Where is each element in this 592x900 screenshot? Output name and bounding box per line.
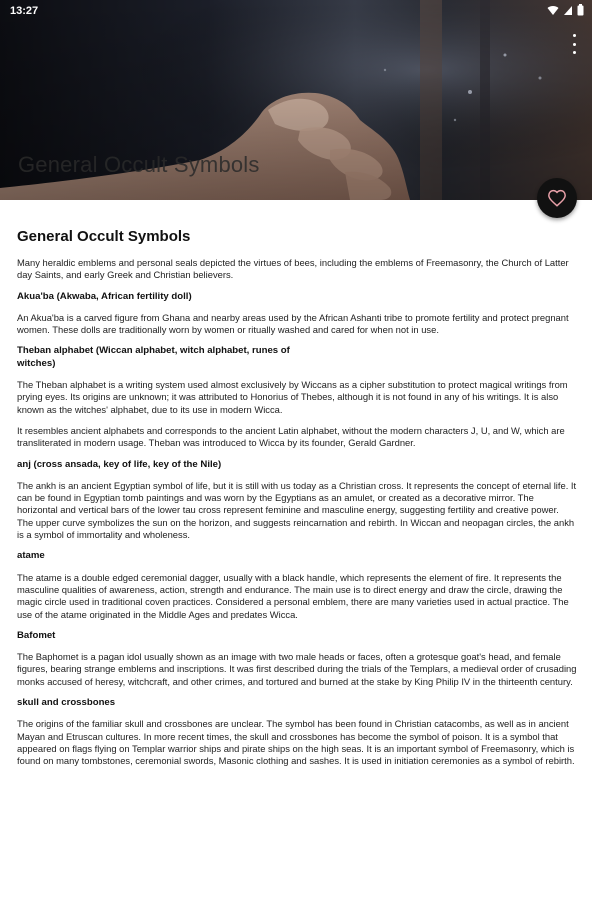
signal-icon [563, 5, 573, 16]
section-heading: skull and crossbones [17, 697, 116, 709]
status-icons [547, 4, 584, 16]
section-heading: anj (cross ansada, key of life, key of the Nile) [17, 458, 222, 470]
section-paragraph: The Theban alphabet is a writing system used almost exclusively by Wiccans as a cipher substitution to protect magical writings from prying eyes. Its origins are unknown; it was attributed to Honorius of Thebes, although it is not found in any of his writings. It is also known as the witches' alphabet, due to its use in modern Wicca. [17, 379, 568, 415]
favorite-button[interactable] [537, 178, 577, 218]
section-heading: Bafomet [17, 629, 56, 641]
article-title: General Occult Symbols [17, 228, 191, 245]
heart-outline-icon [547, 189, 567, 207]
section-paragraph: The ankh is an ancient Egyptian symbol of life, but it is still with us today as a Christian cross. It represents the concept of eternal life. It can be found in Egyptian tomb paintings and was worn by the Egyptians as an amulet, or created as a decorative mirror. The horizontal and vertical bars of the lower tau cross represent feminine and masculine energy, suggesting fertility and creative power. The upper curve symbolizes the sun on the horizon, and suggests reincarnation and rebirth. In Wiccan and neopagan circles, the ankh is a symbol of immortality and wholeness. [17, 479, 577, 541]
wifi-icon [547, 5, 559, 16]
section-paragraph: The atame is a double edged ceremonial dagger, usually with a black handle, which represents the element of fire. It represents the masculine qualities of awareness, action, strength and endurance. The main use is to direct energy and draw the circle, drawing the magic circle used in traditional coven practices. Considered a personal emblem, there are many varieties used in actual practice. The use of the atame originated in the Middle Ages and predates Wicca. [17, 571, 569, 620]
status-time: 13:27 [10, 5, 39, 17]
battery-icon [577, 4, 584, 16]
status-bar [0, 0, 592, 22]
section-heading: Akua'ba (Akwaba, African fertility doll) [17, 290, 192, 302]
menu-dot [573, 51, 576, 54]
article-intro: Many heraldic emblems and personal seals depicted the virtues of bees, including the emblems of Freemasonry, the Church of Latter day Saints, and early Greek and Christian believers. [17, 257, 569, 281]
article-content [17, 228, 577, 777]
more-vert-icon[interactable] [568, 34, 580, 54]
menu-dot [573, 43, 576, 46]
section-paragraph: The Baphomet is a pagan idol usually shown as an image with two male heads or faces, often a grotesque goat's head, and female figures, bearing strange emblems and inscriptions. It was first described during the trials of the Templars, a medieval order of crusading monks accused of heresy, witchcraft, and other crimes, and tortured and burned at the stake by King Philip IV in the thirteenth century. [17, 651, 577, 687]
section-paragraph: The origins of the familiar skull and crossbones are unclear. The symbol has been found in Christian catacombs, as well as in ancient Mayan and Etruscan cultures. In more recent times, the skull and crossbones has become the symbol of poison. It is a symbol that appeared on flags flying on Templar warrior ships and pirate ships on the high seas. It is an important symbol of Freemasonry, which is found on many tombstones, ceremonial swords, Masonic clothing and sashes. It is used in initiation ceremonies as a symbol of rebirth. [17, 718, 575, 767]
section-paragraph: It resembles ancient alphabets and corresponds to the ancient Latin alphabet, without the modern characters J, U, and W, which are transliterated in modern usage. Theban was introduced to Wicca by its founder, Gerald Gardner. [17, 424, 565, 449]
header-image [0, 0, 592, 200]
section-paragraph: An Akua'ba is a carved figure from Ghana and nearby areas used by the African Ashanti tribe to promote fertility and protect pregnant women. These dolls are traditionally worn by women or ritually washed and cared for when not in use. [17, 311, 569, 336]
header-title: General Occult Symbols [18, 152, 260, 177]
section-heading: atame [17, 550, 45, 562]
menu-dot [573, 34, 576, 37]
section-heading: Theban alphabet (Wiccan alphabet, witch alphabet, runes of witches) [17, 345, 290, 369]
